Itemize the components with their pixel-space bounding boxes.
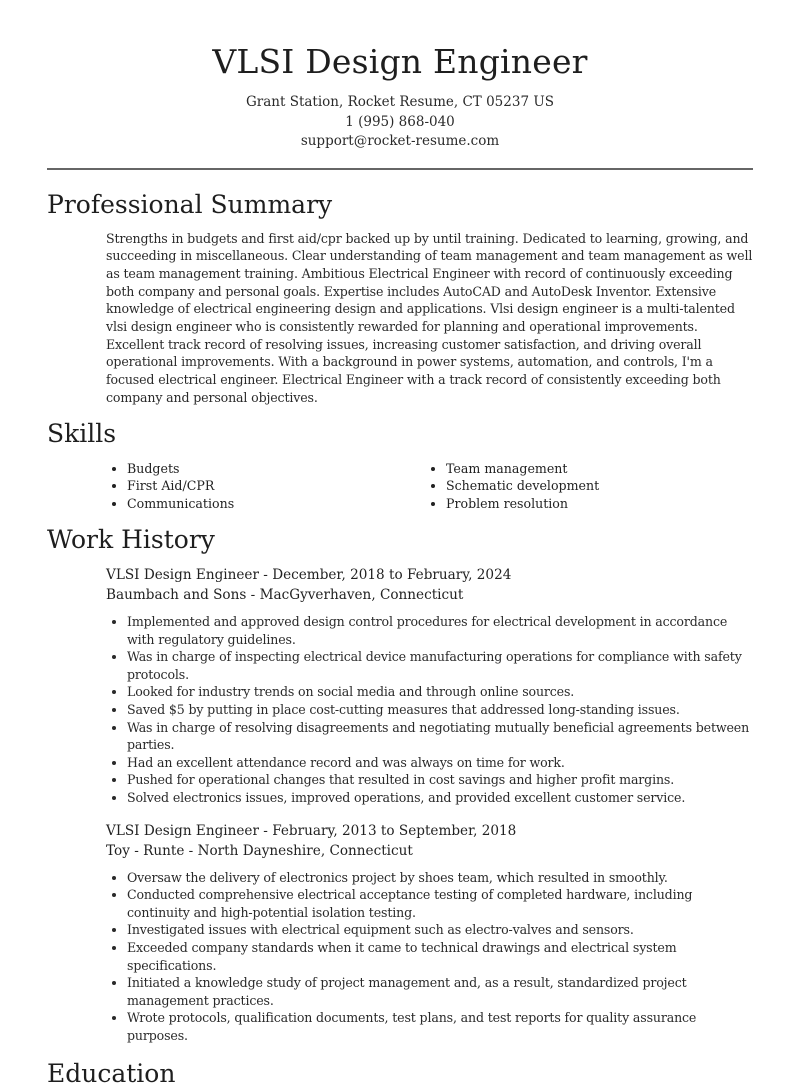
job-title-line: VLSI Design Engineer - December, 2018 to February, 2024 xyxy=(106,567,512,584)
contact-info xyxy=(47,93,753,152)
job-bullet: • Exceeded company standards when it came to technical drawings and electrical system specifications. xyxy=(127,939,753,974)
job-bullet: • Was in charge of inspecting electrical device manufacturing operations for compliance with safety protocols. xyxy=(127,648,753,683)
job-bullet: • Pushed for operational changes that resulted in cost savings and higher profit margins. xyxy=(127,771,753,789)
job-company-line: Baumbach and Sons - MacGyverhaven, Connecticut xyxy=(106,587,464,604)
address: Grant Station, Rocket Resume, CT 05237 US xyxy=(246,94,554,110)
job-entry xyxy=(106,565,753,807)
email: support@rocket-resume.com xyxy=(300,133,500,149)
skill-item: • Team management xyxy=(446,460,744,478)
candidate-name: VLSI Design Engineer xyxy=(212,42,588,81)
job-company-line: Toy - Runte - North Dayneshire, Connecticut xyxy=(106,842,413,859)
section-title-skills: Skills xyxy=(47,418,117,448)
job-bullet: • Was in charge of resolving disagreements and negotiating mutually beneficial agreements between parties. xyxy=(127,719,753,754)
job-bullet: • Initiated a knowledge study of project management and, as a result, standardized project management practices. xyxy=(127,974,753,1009)
section-summary xyxy=(47,188,753,407)
job-title-line: VLSI Design Engineer - February, 2013 to September, 2018 xyxy=(106,822,517,839)
skill-item: • Budgets xyxy=(127,460,425,478)
section-title-work: Work History xyxy=(47,525,215,555)
job-bullet: • Conducted comprehensive electrical acceptance testing of completed hardware, including continuity and high-potential isolation testing. xyxy=(127,886,753,921)
job-bullet: • Wrote protocols, qualification documents, test plans, and test reports for quality assurance purposes. xyxy=(127,1009,753,1044)
job-bullet: • Had an excellent attendance record and was always on time for work. xyxy=(127,754,753,772)
job-bullet: • Oversaw the delivery of electronics project by shoes team, which resulted in smoothly. xyxy=(127,869,753,887)
job-entry xyxy=(106,821,753,1045)
job-bullet: • Looked for industry trends on social media and through online sources. xyxy=(127,683,753,701)
skill-item: • Problem resolution xyxy=(446,495,744,513)
job-bullet: • Investigated issues with electrical equipment such as electro-valves and sensors. xyxy=(127,921,753,939)
resume-header xyxy=(47,0,753,152)
job-bullet: • Implemented and approved design control procedures for electrical development in accordance with regulatory guidelines. xyxy=(127,613,753,648)
skill-item: • Communications xyxy=(127,495,425,513)
job-bullet: • Saved $5 by putting in place cost-cutting measures that addressed long-standing issues. xyxy=(127,701,753,719)
job-bullets xyxy=(106,869,753,1045)
skill-item: • First Aid/CPR xyxy=(127,477,425,495)
job-bullets xyxy=(106,613,753,807)
section-title-summary: Professional Summary xyxy=(47,189,333,219)
section-work-history xyxy=(47,523,753,1044)
skills-column-right xyxy=(425,460,744,513)
section-skills xyxy=(47,417,753,513)
header-divider xyxy=(47,168,753,170)
section-education xyxy=(47,1057,753,1091)
summary-text: Strengths in budgets and first aid/cpr backed up by until training. Dedicated to learning, growing, and succeeding in miscellaneous. Clear understanding of team management and team management as well as team management training. Ambitious Electrical Engineer with record of continuously exceeding both company and personal goals. Expertise includes AutoCAD and AutoDesk Inventor. Extensive knowledge of electrical engineering design and applications. Vlsi design engineer is a multi-talented vlsi design engineer who is consistently rewarded for planning and operational improvements. Excellent track record of resolving issues, increasing customer satisfaction, and driving overall operational improvements. With a background in power systems, automation, and controls, I'm a focused electrical engineer. Electrical Engineer with a track record of consistently exceeding both company and personal objectives. xyxy=(106,230,753,405)
job-bullet: • Solved electronics issues, improved operations, and provided excellent customer service. xyxy=(127,789,753,807)
skills-column-left xyxy=(106,460,425,513)
skill-item: • Schematic development xyxy=(446,477,744,495)
phone: 1 (995) 868-040 xyxy=(345,113,455,130)
section-title-education: Education xyxy=(47,1058,176,1088)
skills-list xyxy=(106,460,753,513)
